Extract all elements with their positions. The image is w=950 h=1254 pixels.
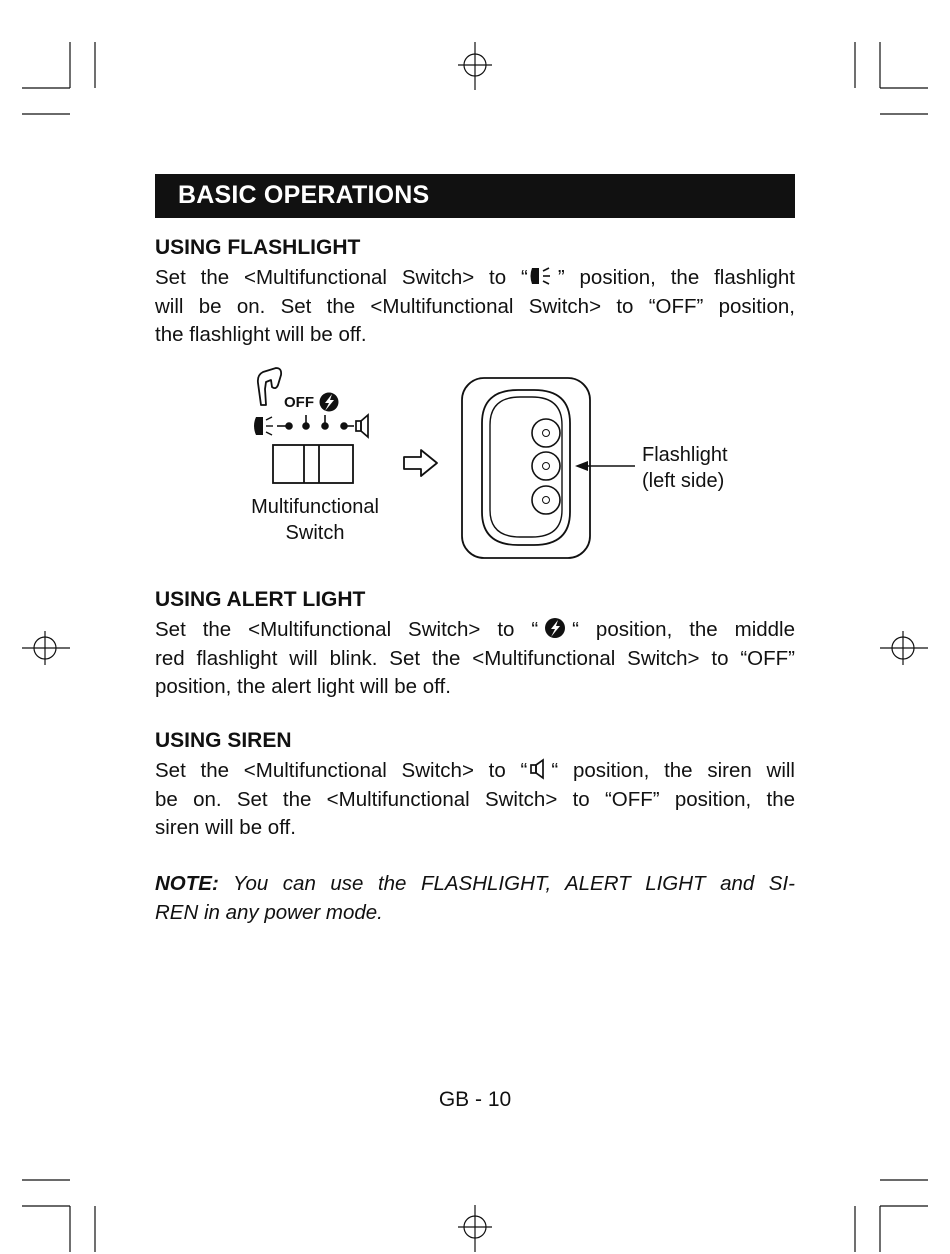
multifunctional-switch-caption: Multifunctional Switch <box>251 496 379 544</box>
siren-line-2: be on. Set the <Multifunctional Switch> to “OFF” position, the <box>155 787 795 811</box>
flashlight-line-3: the flashlight will be off. <box>155 323 367 346</box>
siren-line-3: siren will be off. <box>155 816 296 839</box>
note-line-2: REN in any power mode. <box>155 900 383 924</box>
arrow-right-icon <box>404 450 437 476</box>
note-paragraph <box>155 870 795 927</box>
note-label: NOTE: <box>155 872 219 895</box>
led-lamp-top <box>532 419 560 447</box>
hand-pointer-icon <box>258 368 281 405</box>
flashlight-callout-label: Flashlight (left side) <box>642 444 728 492</box>
led-lamp-bottom <box>532 486 560 514</box>
flashlight-icon <box>254 417 273 435</box>
page-number: GB - 10 <box>438 1088 512 1111</box>
off-position-label: OFF <box>284 394 314 411</box>
slider-switch-body <box>273 445 353 483</box>
flashlight-paragraph <box>155 264 795 350</box>
alert-line-1: Set the <Multifunctional Switch> to “ “ position, the middle <box>155 618 796 641</box>
section-header-title: BASIC OPERATIONS <box>178 181 430 209</box>
siren-line-1: Set the <Multifunctional Switch> to “ “ position, the siren will <box>155 759 795 782</box>
alert-line-3: position, the alert light will be off. <box>155 675 451 698</box>
siren-section-title: USING SIREN <box>155 729 292 752</box>
alert-paragraph <box>155 616 795 702</box>
flashlight-line-1: Set the <Multifunctional Switch> to “ ” position, the flashlight <box>155 266 795 289</box>
lightning-icon <box>320 393 339 412</box>
speaker-icon <box>356 415 368 437</box>
flashlight-section-title: USING FLASHLIGHT <box>155 236 361 259</box>
device-side-view <box>462 378 590 558</box>
section-header-bar <box>155 174 795 218</box>
note-line-1: NOTE: You can use the FLASHLIGHT, ALERT LIGHT and SI- <box>155 872 796 895</box>
led-lamp-middle <box>532 452 560 480</box>
alert-line-2: red flashlight will blink. Set the <Multifunctional Switch> to “OFF” <box>155 646 795 670</box>
flashlight-icon <box>528 265 558 287</box>
flashlight-line-2: will be on. Set the <Multifunctional Switch> to “OFF” position, <box>155 294 795 318</box>
alert-lightning-icon <box>538 617 572 639</box>
alert-section-title: USING ALERT LIGHT <box>155 588 366 611</box>
siren-paragraph <box>155 757 795 843</box>
switch-position-indicator <box>277 415 354 429</box>
callout-arrow <box>575 461 635 471</box>
speaker-icon <box>527 758 551 780</box>
